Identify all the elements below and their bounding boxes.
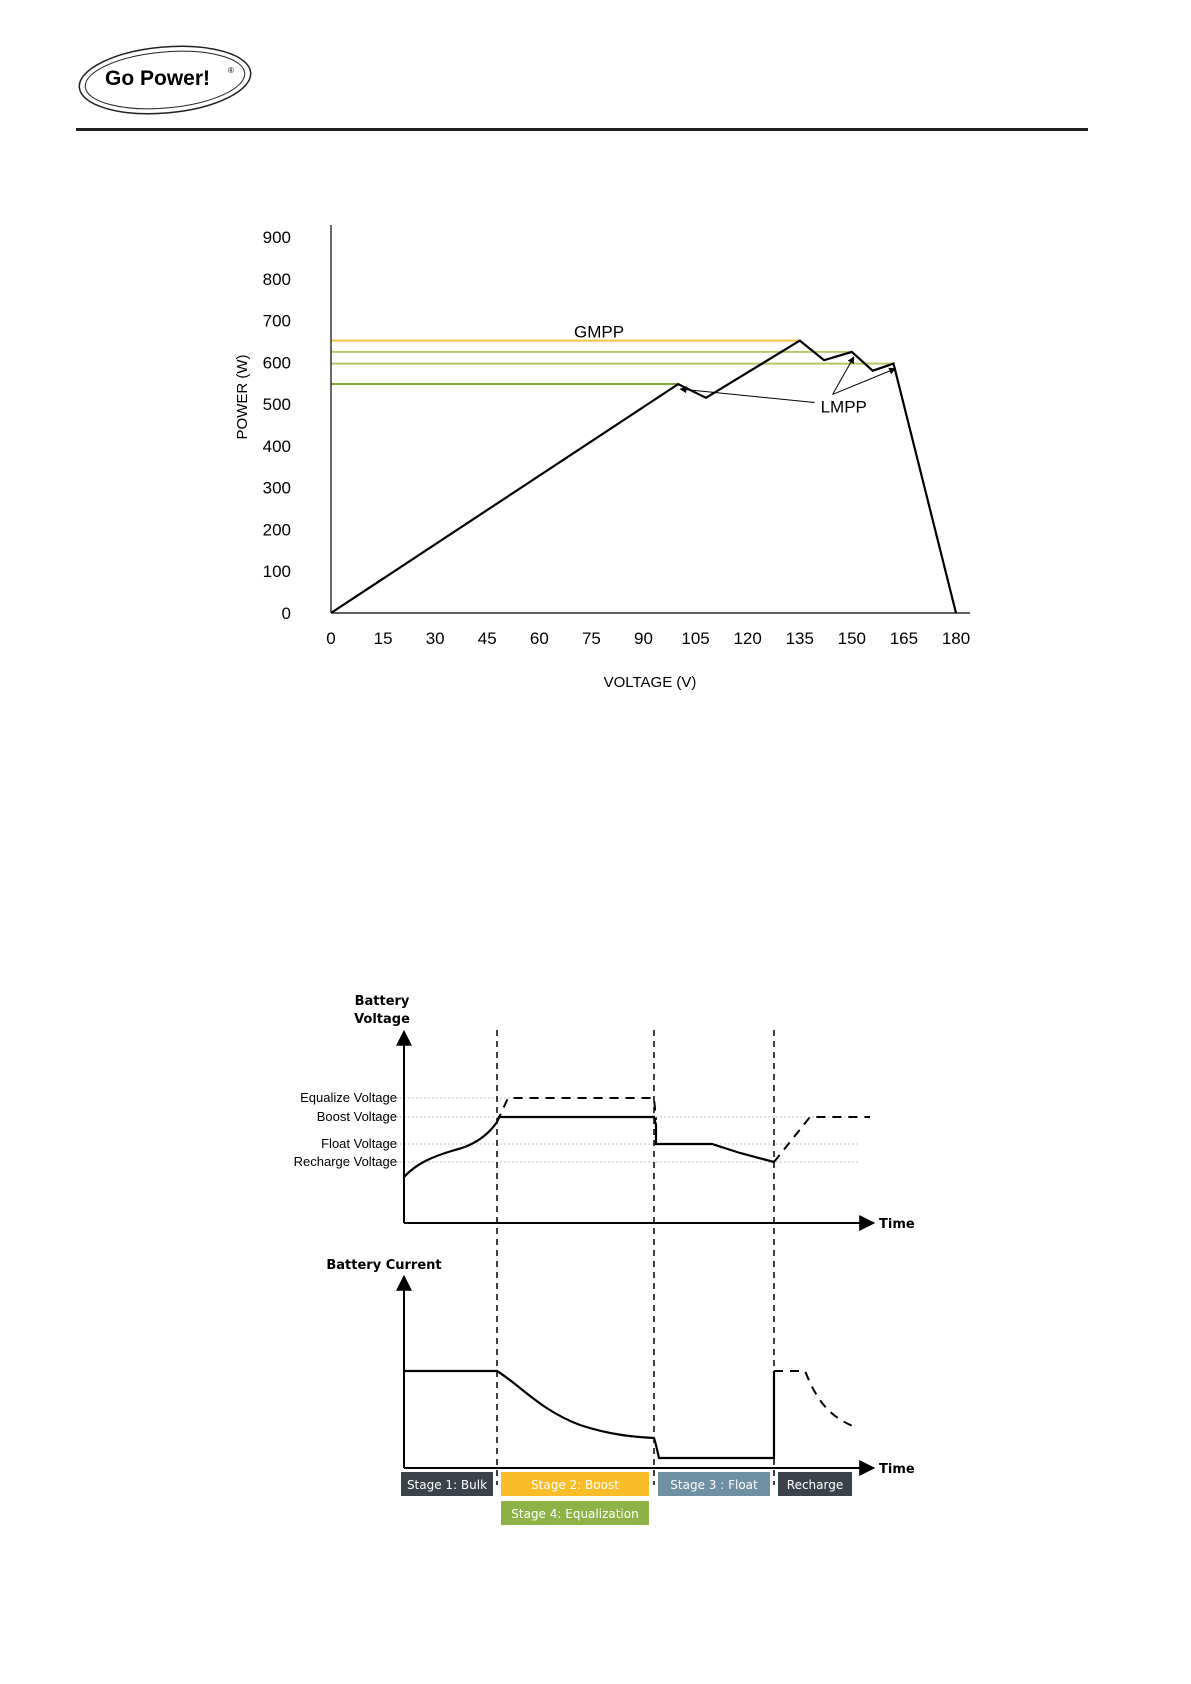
voltage-panel-title-line1: Battery	[354, 994, 410, 1009]
recharge-voltage-dashed	[774, 1117, 870, 1162]
current-curve	[404, 1371, 774, 1458]
stage-float-label: Stage 3 : Float	[670, 1478, 758, 1492]
current-panel-title: Battery Current	[326, 1258, 442, 1273]
x-tick-label-120: 120	[733, 629, 762, 648]
x-tick-label-165: 165	[889, 629, 919, 648]
boost-voltage-label: Boost Voltage	[316, 1109, 397, 1124]
x-tick-label-150: 150	[837, 629, 867, 648]
x-tick-label-180: 180	[941, 629, 971, 648]
lmpp-arrow-1	[833, 357, 854, 395]
x-tick-label-30: 30	[425, 629, 445, 648]
x-tick-label-135: 135	[785, 629, 814, 648]
x-tick-label-60: 60	[529, 629, 549, 648]
y-axis-label: POWER (W)	[234, 354, 251, 440]
annotation-gmpp: GMPP	[574, 322, 625, 342]
logo-mark: ®	[228, 66, 234, 75]
voltage-panel-title-line2: Voltage	[354, 1012, 410, 1027]
charging-stages-svg	[280, 985, 940, 1555]
y-tick-label-400: 400	[262, 436, 291, 456]
pv-curve-svg	[230, 215, 990, 705]
recharge-current-dashed	[774, 1371, 855, 1427]
current-time-label: Time	[879, 1462, 915, 1477]
pv-series-line	[331, 341, 956, 613]
header-rule	[76, 128, 1088, 131]
y-tick-label-700: 700	[262, 311, 291, 331]
y-tick-label-0: 0	[281, 604, 291, 623]
logo-graphic	[76, 44, 254, 116]
go-power-logo	[76, 44, 254, 116]
lmpp-arrow-2	[833, 369, 896, 395]
stage-boost-label: Stage 2: Boost	[531, 1478, 619, 1492]
equalize-voltage-label: Equalize Voltage	[300, 1090, 397, 1105]
x-tick-label-0: 0	[326, 629, 336, 648]
x-tick-label-105: 105	[681, 629, 710, 648]
x-tick-label-90: 90	[634, 629, 653, 648]
equalize-voltage-dashed	[497, 1098, 656, 1122]
annotation-lmpp: LMPP	[820, 397, 867, 417]
pv-curve-chart	[230, 215, 990, 705]
charging-stages-chart	[280, 985, 940, 1555]
stage-recharge-label: Recharge	[786, 1478, 844, 1492]
y-tick-label-600: 600	[262, 353, 291, 373]
logo-text: Go Power!	[105, 67, 211, 90]
y-tick-label-100: 100	[262, 562, 291, 582]
y-tick-label-300: 300	[262, 478, 291, 498]
x-tick-label-45: 45	[477, 629, 497, 648]
x-tick-label-15: 15	[373, 629, 393, 648]
stage-equalization-label: Stage 4: Equalization	[511, 1507, 639, 1521]
float-voltage-label: Float Voltage	[321, 1136, 397, 1151]
y-tick-label-200: 200	[262, 520, 291, 540]
y-tick-label-900: 900	[262, 228, 291, 247]
voltage-curve	[404, 1117, 774, 1177]
x-tick-label-75: 75	[581, 629, 601, 648]
stage-bulk-label: Stage 1: Bulk	[406, 1478, 488, 1492]
y-tick-label-800: 800	[262, 269, 291, 289]
x-axis-label: VOLTAGE (V)	[603, 674, 697, 691]
recharge-voltage-label: Recharge Voltage	[293, 1154, 397, 1169]
voltage-time-label: Time	[879, 1217, 915, 1232]
y-tick-label-500: 500	[262, 395, 291, 415]
